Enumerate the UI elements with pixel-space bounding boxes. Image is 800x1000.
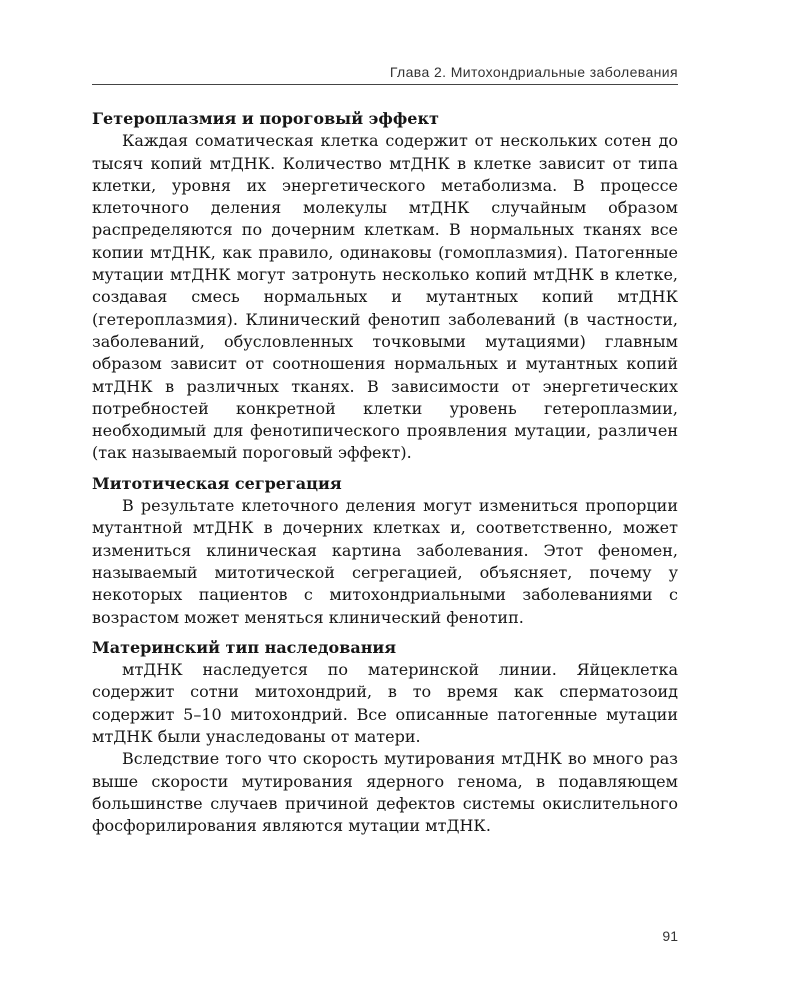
paragraph: Каждая соматическая клетка содержит от нескольких сотен до тысяч копий мтДНК. Количество мтДНК в клетке зависит от типа клетки, уровня их энергетического метаболизма. В процессе клеточного деления молекулы мтДНК случайным образом распределяются по дочерним клеткам. В нормальных тканях все копии мтДНК, как правило, одинаковы (гомоплазмия). Патогенные мутации мтДНК могут затронуть несколько копий мтДНК в клетке, создавая смесь нормальных и мутантных копий мтДНК (гетероплазмия). Клинический фенотип заболеваний (в частности, заболеваний, обусловленных точковыми мутациями) главным образом зависит от соотношения нормальных и мутантных копий мтДНК в различных тканях. В зависимости от энергетических потребностей конкретной клетки уровень гетероплазмии, необходимый для фенотипического проявления мутации, различен (так называемый пороговый эффект). (92, 131, 678, 463)
section-heading: Митотическая сегрегация (92, 473, 342, 493)
section-maternal-inheritance (92, 637, 678, 838)
page-number: 91 (662, 928, 678, 944)
paragraph: мтДНК наследуется по материнской линии. Яйцеклетка содержит сотни митохондрий, в то время как сперматозоид содержит 5–10 митохондрий. Все описанные патогенные мутации мтДНК были унаследованы от матери. (92, 660, 678, 747)
running-head: Глава 2. Митохондриальные заболевания (389, 64, 678, 80)
paragraph: В результате клеточного деления могут измениться пропорции мутантной мтДНК в дочерних клетках и, соответственно, может измениться клиническая картина заболевания. Этот феномен, называемый митотической сегрегацией, объясняет, почему у некоторых пациентов с митохондриальными заболеваниями с возрастом может меняться клинический фенотип. (92, 496, 678, 627)
section-heading: Гетероплазмия и пороговый эффект (92, 109, 439, 128)
paragraph: Вследствие того что скорость мутирования мтДНК во много раз выше скорости мутирования ядерного генома, в подавляющем большинстве случаев причиной дефектов системы окислительного фосфорилирования являются мутации мтДНК. (92, 749, 678, 836)
section-heteroplasmy (92, 108, 678, 465)
section-heading: Материнский тип наследования (92, 637, 397, 657)
page-content (92, 108, 678, 838)
header-rule (92, 84, 678, 85)
section-mitotic-segregation (92, 473, 678, 629)
